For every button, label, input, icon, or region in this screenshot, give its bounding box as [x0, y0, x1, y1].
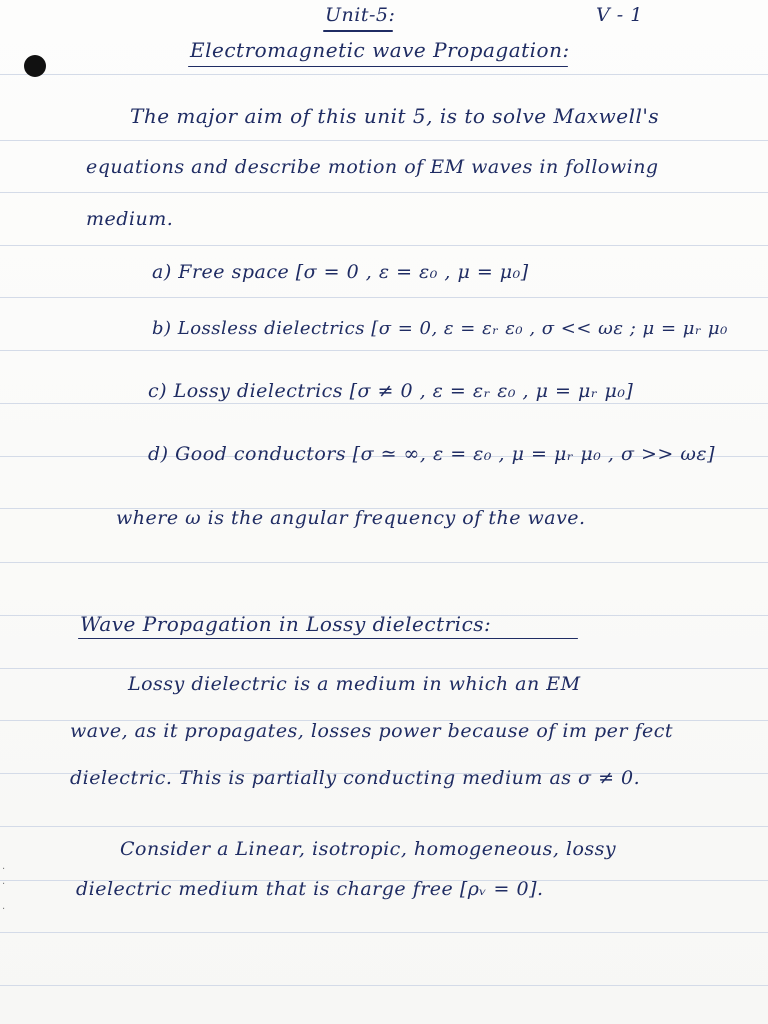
page-marker: V - 1 — [596, 4, 643, 26]
paragraph2-line-2: dielectric medium that is charge free [ρᵥ = 0]. — [76, 878, 544, 900]
unit-underline — [323, 30, 393, 32]
page-speck: · — [2, 879, 6, 890]
list-item: b) Lossless dielectrics [σ = 0, ε = εᵣ ε₀ , σ << ωε ; μ = μᵣ μ₀ — [152, 318, 728, 339]
title-underline — [188, 66, 568, 67]
ruled-line — [0, 140, 768, 141]
paragraph2-line-1: Consider a Linear, isotropic, homogeneous, lossy — [120, 838, 617, 860]
section-underline — [78, 638, 578, 639]
ruled-line — [0, 245, 768, 246]
list-item: a) Free space [σ = 0 , ε = ε₀ , μ = μ₀] — [152, 261, 529, 283]
page-title: Electromagnetic wave Propagation: — [190, 38, 570, 62]
punch-hole — [24, 55, 46, 77]
ruled-line — [0, 297, 768, 298]
ruled-line — [0, 668, 768, 669]
ruled-line — [0, 192, 768, 193]
section-heading: Wave Propagation in Lossy dielectrics: — [80, 612, 492, 636]
page-speck: · — [2, 864, 6, 875]
intro-line-2: equations and describe motion of EM waves in following — [86, 156, 659, 178]
intro-line-3: medium. — [86, 208, 174, 230]
ruled-line — [0, 350, 768, 351]
page-speck: · — [2, 904, 6, 915]
ruled-line — [0, 403, 768, 404]
list-item: d) Good conductors [σ ≃ ∞, ε = ε₀ , μ = μᵣ μ₀ , σ >> ωε] — [148, 443, 715, 465]
ruled-line — [0, 562, 768, 563]
ruled-line — [0, 74, 768, 75]
frequency-note: where ω is the angular frequency of the wave. — [116, 507, 586, 529]
paragraph-line-2: wave, as it propagates, losses power because of im per fect — [70, 720, 674, 742]
unit-heading: Unit-5: — [325, 4, 396, 26]
list-item: c) Lossy dielectrics [σ ≠ 0 , ε = εᵣ ε₀ , μ = μᵣ μ₀] — [148, 380, 634, 402]
ruled-line — [0, 985, 768, 986]
paragraph-line-3: dielectric. This is partially conducting medium as σ ≠ 0. — [70, 767, 641, 789]
paragraph-line-1: Lossy dielectric is a medium in which an EM — [128, 673, 581, 695]
intro-line-1: The major aim of this unit 5, is to solve Maxwell's — [130, 104, 660, 128]
ruled-line — [0, 826, 768, 827]
ruled-line — [0, 932, 768, 933]
